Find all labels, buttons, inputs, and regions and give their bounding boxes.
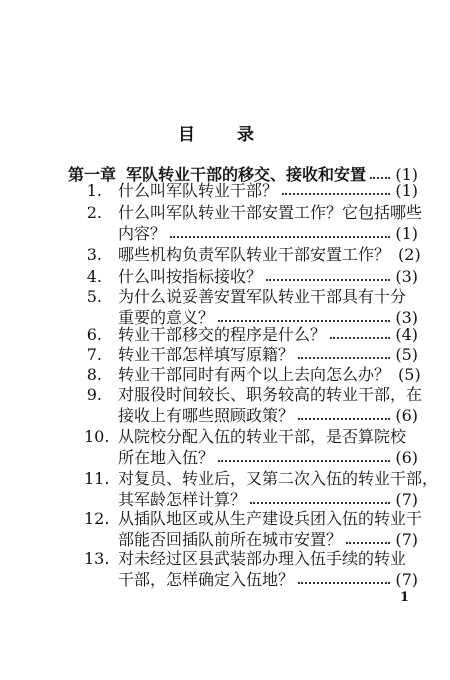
entry-text: 哪些机构负责军队转业干部安置工作？ — [118, 245, 391, 264]
chapter-page: (1) — [395, 165, 418, 184]
toc-entry[interactable] — [84, 427, 418, 446]
entry-page: (1) — [395, 181, 418, 200]
entry-text: 转业干部移交的程序是什么？ — [118, 325, 327, 344]
entry-text: 从插队地区或从生产建设兵团入伍的转业干 — [118, 509, 423, 528]
leader-dots — [266, 279, 390, 281]
entry-number: 11. — [84, 469, 110, 488]
entry-text: 什么叫军队转业干部？ — [118, 181, 279, 200]
chapter-label: 第一章 — [68, 165, 117, 184]
leader-dots — [346, 542, 390, 544]
entry-text: 对服役时间较长、职务较高的转业干部，在 — [118, 385, 423, 404]
entry-text: 对未经过区县武装部办理入伍手续的转业 — [118, 549, 407, 568]
entry-page: (4) — [395, 325, 418, 344]
chapter-title: 军队转业干部的移交、接收和安置 — [126, 165, 367, 184]
toc-entry[interactable] — [86, 325, 418, 344]
toc-entry[interactable] — [84, 509, 423, 528]
entry-number: 3. — [86, 245, 102, 264]
leader-dots — [218, 320, 390, 322]
page-title: 目 录 — [178, 125, 272, 145]
leader-dots — [330, 337, 390, 339]
page-number: 1 — [400, 590, 410, 605]
entry-text: 为什么说妥善安置军队转业干部具有十分 — [118, 287, 407, 306]
entry-number: 5. — [86, 287, 102, 306]
toc-entry[interactable] — [86, 181, 418, 200]
leader-dots — [370, 177, 390, 179]
entry-number: 1. — [86, 181, 102, 200]
entry-number: 10. — [84, 427, 110, 446]
entry-number: 9. — [86, 385, 102, 404]
toc-entry[interactable] — [86, 203, 423, 222]
toc-entry[interactable] — [118, 449, 418, 467]
toc-entry[interactable] — [118, 571, 418, 589]
entry-number: 4. — [86, 267, 102, 286]
leader-dots — [298, 418, 390, 420]
entry-text: 转业干部同时有两个以上去向怎么办？ — [118, 365, 391, 384]
toc-entry[interactable] — [84, 469, 439, 488]
leader-dots — [282, 193, 390, 195]
entry-page: (3) — [395, 267, 418, 286]
toc-entry[interactable] — [86, 365, 421, 384]
entry-text: 转业干部怎样填写原籍？ — [118, 345, 295, 364]
toc-entry[interactable] — [86, 385, 423, 404]
entry-page: (7) — [395, 570, 418, 589]
toc-entry[interactable] — [84, 549, 418, 568]
toc-entry[interactable] — [118, 407, 418, 425]
entry-number: 7. — [86, 345, 102, 364]
toc-entry[interactable] — [86, 345, 418, 364]
entry-text: 接收上有哪些照顾政策？ — [118, 406, 295, 425]
entry-page: (5) — [398, 365, 421, 384]
entry-text: 什么叫军队转业干部安置工作？它包括哪些 — [118, 203, 423, 222]
entry-page: (5) — [395, 345, 418, 364]
entry-text: 所在地入伍？ — [118, 448, 215, 467]
entry-text: 部能否回插队前所在城市安置？ — [118, 530, 343, 549]
entry-text: 其军龄怎样计算？ — [118, 490, 247, 509]
toc-entry[interactable] — [86, 245, 421, 264]
entry-text: 从院校分配入伍的转业干部，是否算院校 — [118, 427, 407, 446]
entry-number: 13. — [84, 549, 110, 568]
entry-page: (1) — [395, 224, 418, 243]
entry-number: 6. — [86, 325, 102, 344]
entry-page: (6) — [395, 448, 418, 467]
entry-page: (6) — [395, 406, 418, 425]
leader-dots — [170, 236, 390, 238]
leader-dots — [218, 460, 390, 462]
toc-entry[interactable] — [86, 287, 418, 306]
entry-page: (7) — [395, 530, 418, 549]
entry-text: 对复员、转业后，又第二次入伍的转业干部， — [118, 469, 439, 488]
entry-text: 干部，怎样确定入伍地？ — [118, 570, 295, 589]
entry-page: (3) — [395, 308, 418, 327]
toc-entry[interactable] — [118, 225, 418, 243]
entry-number: 2. — [86, 203, 102, 222]
entry-page: (7) — [395, 490, 418, 509]
toc-entry[interactable] — [118, 531, 418, 549]
entry-page: (2) — [398, 245, 421, 264]
toc-entry[interactable] — [118, 491, 418, 509]
entry-text: 重要的意义？ — [118, 308, 215, 327]
entry-text: 内容？ — [118, 224, 167, 243]
leader-dots — [250, 502, 390, 504]
entry-text: 什么叫按指标接收？ — [118, 267, 263, 286]
entry-number: 8. — [86, 365, 102, 384]
leader-dots — [298, 357, 390, 359]
entry-number: 12. — [84, 509, 110, 528]
toc-entry[interactable] — [86, 267, 418, 286]
leader-dots — [298, 582, 390, 584]
